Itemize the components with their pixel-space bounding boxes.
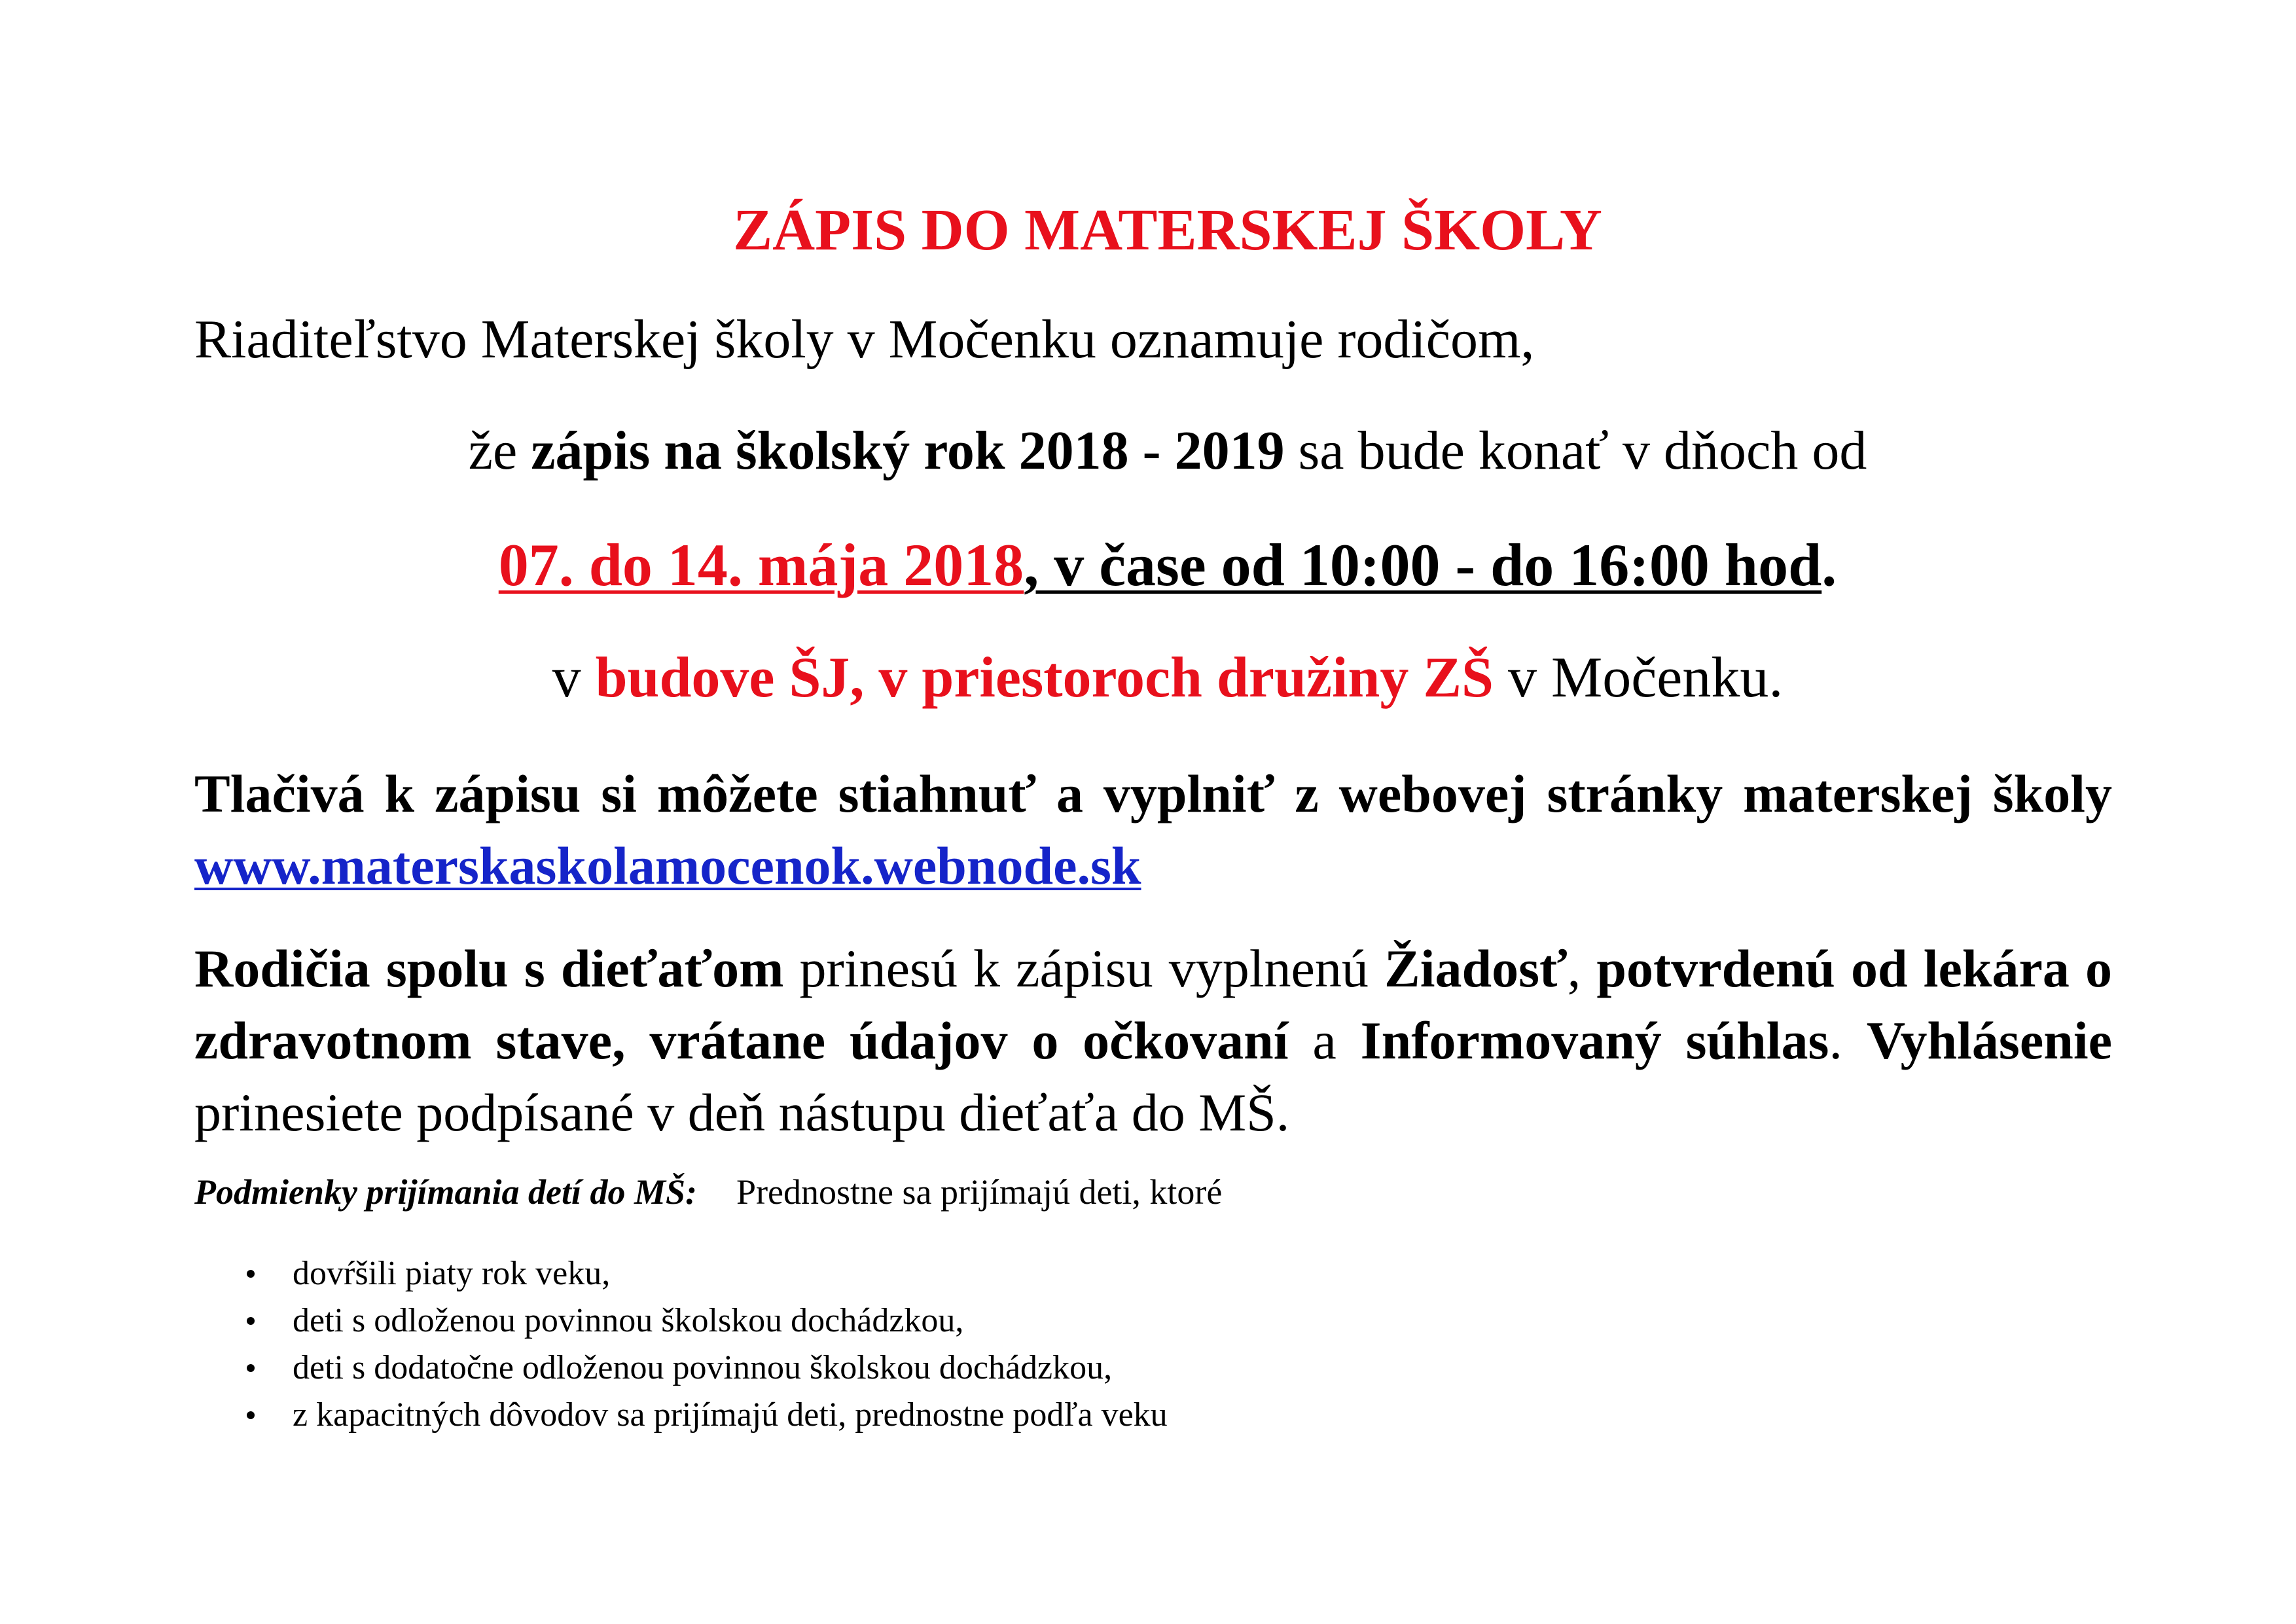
enrollment-suffix: sa bude konať v dňoch od: [1284, 420, 1867, 481]
forms-paragraph: [194, 758, 2112, 902]
school-year: zápis na školský rok 2018 - 2019: [531, 420, 1285, 481]
enrollment-prefix: že: [468, 420, 531, 481]
separator-period: .: [1829, 1011, 1867, 1070]
criteria-text: deti s odloženou povinnou školskou dochádzkou,: [293, 1302, 964, 1339]
application-doc: Žiadosť: [1384, 939, 1568, 998]
place-prefix: v: [552, 646, 596, 710]
criteria-list: [194, 1250, 1168, 1439]
declaration-doc: Vyhlásenie: [1866, 1011, 2112, 1070]
intro-line: Riaditeľstvo Materskej školy v Močenku oznamuje rodičom,: [194, 309, 1535, 370]
bullet-icon: [247, 1411, 255, 1419]
criteria-text: deti s dodatočne odloženou povinnou školskou dochádzkou,: [293, 1349, 1113, 1386]
dates-end: .: [1821, 532, 1837, 598]
dates-line: [0, 530, 2296, 600]
list-item: [194, 1297, 1168, 1344]
forms-text: Tlačivá k zápisu si môžete stiahnuť a vyplniť z webovej stránky materskej školy: [194, 764, 2112, 823]
enrollment-line: [0, 419, 2296, 482]
enrollment-dates: 07. do 14. mája 2018: [498, 532, 1024, 598]
conjunction-a: a: [1288, 1011, 1361, 1070]
list-item: [194, 1250, 1168, 1297]
bullet-icon: [247, 1270, 255, 1278]
list-item: [194, 1344, 1168, 1392]
criteria-text: dovŕšili piaty rok veku,: [293, 1255, 611, 1292]
list-item: [194, 1392, 1168, 1439]
declaration-text: prinesiete podpísané v deň nástupu dieťaťa do MŠ.: [194, 1083, 1290, 1142]
parents-verb: prinesú k zápisu vyplnenú: [783, 939, 1385, 998]
enrollment-location: budove ŠJ, v priestoroch družiny ZŠ: [595, 646, 1494, 710]
informed-consent: Informovaný súhlas: [1360, 1011, 1829, 1070]
bullet-icon: [247, 1364, 255, 1372]
bullet-icon: [247, 1317, 255, 1325]
medical-certificate: potvrdenú od lekára o zdravotnom stave, vrátane údajov o očkovaní: [194, 939, 2112, 1070]
conditions-label: Podmienky prijímania detí do MŠ:: [194, 1172, 698, 1212]
conditions-text: Prednostne sa prijímajú deti, ktoré: [736, 1172, 1223, 1212]
document-title: ZÁPIS DO MATERSKEJ ŠKOLY: [733, 198, 1602, 262]
parents-paragraph: [194, 933, 2112, 1149]
separator-comma: ,: [1567, 939, 1597, 998]
criteria-text: z kapacitných dôvodov sa prijímajú deti, prednostne podľa veku: [293, 1396, 1168, 1434]
website-link[interactable]: www.materskaskolamocenok.webnode.sk: [194, 836, 1141, 895]
place-line: [0, 645, 2296, 711]
enrollment-hours: , v čase od 10:00 - do 16:00 hod: [1024, 532, 1822, 598]
parents-subject: Rodičia spolu s dieťaťom: [194, 939, 784, 998]
admission-conditions: [194, 1172, 1222, 1212]
place-suffix: v Močenku.: [1494, 646, 1784, 710]
